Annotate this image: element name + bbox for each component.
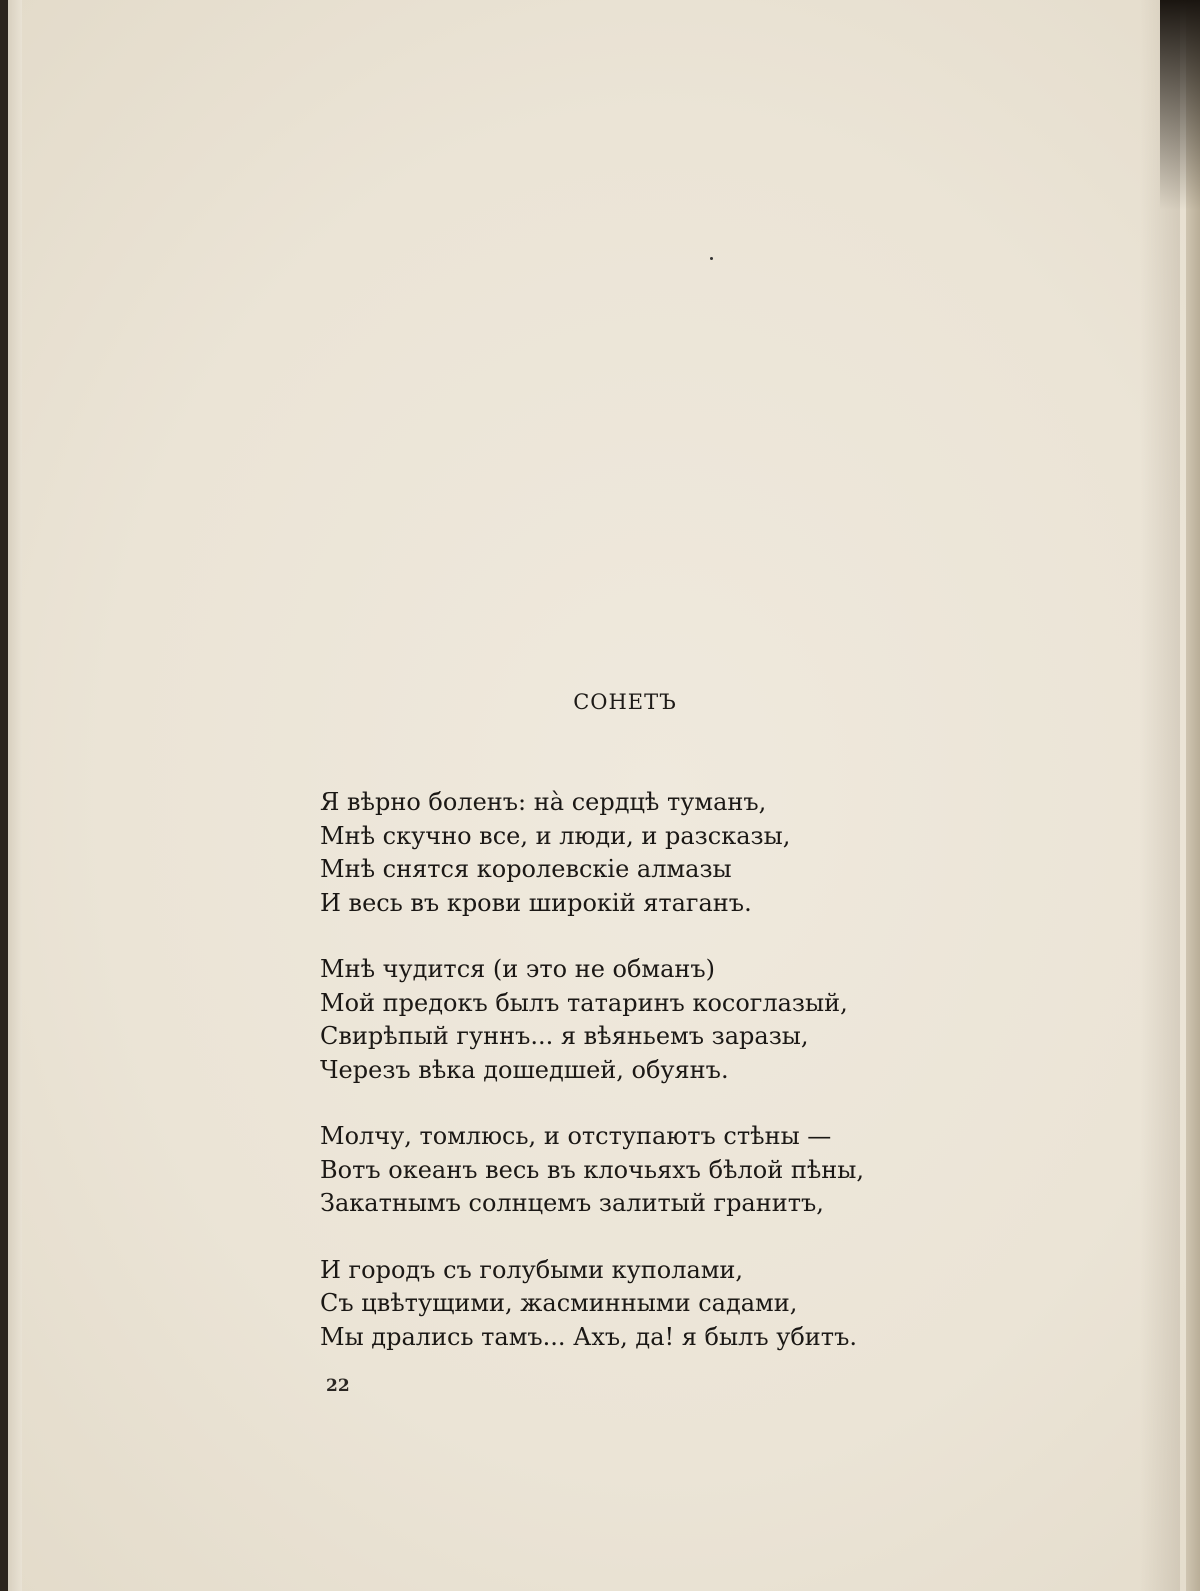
poem-line: Съ цвѣтущими, жасминными садами, (320, 1289, 798, 1317)
page-left-edge (8, 0, 22, 1591)
ink-speck (710, 257, 713, 260)
poem-line: Закатнымъ солнцемъ залитый гранитъ, (320, 1189, 824, 1217)
poem-line: Мнѣ снятся королевскіе алмазы (320, 855, 732, 883)
stanza (320, 1254, 864, 1355)
poem-line: Мнѣ скучно все, и люди, и разсказы, (320, 821, 791, 850)
poem-line: Черезъ вѣка дошедшей, обуянъ. (320, 1055, 729, 1084)
page-right-shadow (1140, 0, 1180, 1591)
page-number: 22 (326, 1376, 350, 1396)
poem-line: Свирѣпый гуннъ... я вѣяньемъ заразы, (320, 1022, 809, 1050)
poem-line: Молчу, томлюсь, и отступаютъ стѣны — (320, 1122, 832, 1150)
book-right-edge (1186, 0, 1200, 1591)
poem-line: Мы дрались тамъ... Ахъ, да! я былъ убитъ. (320, 1322, 857, 1351)
poem-line: И городъ съ голубыми куполами, (320, 1255, 744, 1284)
poem-line: Вотъ океанъ весь въ клочьяхъ бѣлой пѣны, (320, 1155, 865, 1184)
poem-line: Мой предокъ былъ татаринъ косоглазый, (320, 988, 848, 1017)
poem-body (320, 786, 864, 1387)
stanza (320, 786, 864, 920)
stanza (320, 953, 864, 1087)
book-cover-corner (1160, 0, 1200, 210)
poem-title: СОНЕТЪ (573, 690, 677, 714)
stanza (320, 1120, 864, 1221)
poem-line: Мнѣ чудится (и это не обманъ) (320, 955, 716, 983)
poem-line: И весь въ крови широкій ятаганъ. (320, 888, 752, 917)
poem-line: Я вѣрно боленъ: на̀ сердцѣ туманъ, (320, 788, 767, 816)
